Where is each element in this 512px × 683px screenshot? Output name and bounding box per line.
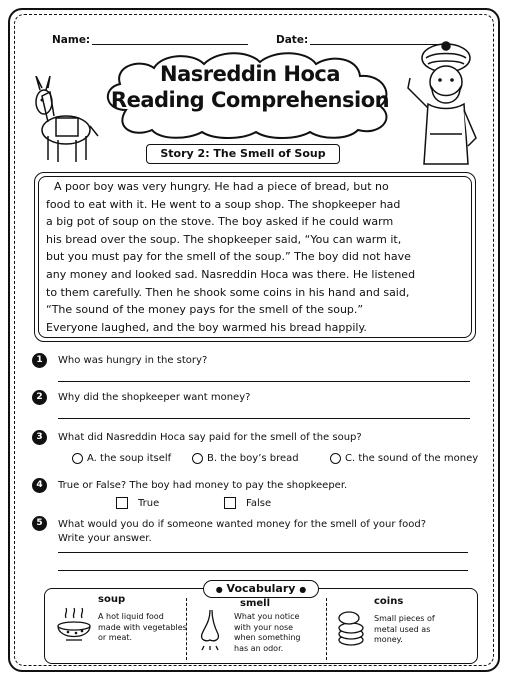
story-line: any money and looked sad. Nasreddin Hoca was there. He listened [46, 267, 416, 281]
vocab-word: smell [240, 598, 271, 609]
radio-circle-icon[interactable] [330, 453, 341, 464]
story-line: A poor boy was very hungry. He had a piece of bread, but no [54, 180, 389, 193]
question-number: 1 [32, 353, 47, 368]
option-c[interactable] [330, 453, 478, 464]
title-line-1: Nasreddin Hoca [160, 62, 340, 86]
vocab-definition-line: when something [234, 633, 301, 642]
answer-line[interactable] [58, 552, 468, 553]
answer-line[interactable] [58, 418, 470, 419]
donkey-icon [28, 76, 100, 164]
question-number: 4 [32, 478, 47, 493]
checkbox-icon[interactable] [116, 497, 128, 509]
vocab-definition [374, 614, 435, 646]
story-line: his bread over the soup. The shopkeeper said, “You can warm it, [46, 232, 402, 246]
story-line: to them carefully. Then he shook some coins in his hand and said, [46, 285, 410, 299]
question-text: Who was hungry in the story? [58, 355, 208, 366]
vocabulary-heading: ● Vocabulary ● [203, 580, 319, 598]
vocab-definition-line: What you notice [234, 612, 300, 621]
vocab-definition-line: metal used as [374, 624, 431, 634]
question-text: What would you do if someone wanted money for the smell of your food? [58, 519, 427, 530]
story-line: Everyone laughed, and the boy warmed his bread happily. [46, 320, 367, 334]
question-number: 2 [32, 390, 47, 405]
answer-line[interactable] [58, 570, 468, 571]
vocab-definition-line: Small pieces of [374, 614, 435, 623]
story-label-box [146, 144, 340, 164]
coins-icon [336, 610, 366, 648]
question-text: True or False? The boy had money to pay the shopkeeper. [58, 480, 348, 491]
option-label: False [246, 497, 272, 509]
vocab-definition-line: made with vegetables [98, 622, 187, 632]
question-text: Why did the shopkeeper want money? [58, 392, 251, 403]
date-label: Date: [276, 34, 309, 46]
nasreddin-hoca-icon [404, 38, 488, 166]
vocab-definition-line: A hot liquid food [98, 612, 164, 621]
name-field[interactable] [92, 44, 248, 45]
option-label: B. the boy’s bread [207, 453, 299, 464]
option-label: C. the sound of the money [345, 453, 479, 464]
option-label: A. the soup itself [87, 453, 172, 464]
nose-icon [196, 608, 226, 652]
question-subtext: Write your answer. [58, 533, 152, 544]
story-text [46, 178, 466, 336]
vocab-word: soup [98, 594, 126, 605]
story-label: Story 2: The Smell of Soup [160, 147, 326, 160]
answer-line[interactable] [58, 381, 470, 382]
story-line: “The sound of the money pays for the smell of the soup.” [46, 303, 364, 317]
story-line: but you must pay for the smell of the soup.” The boy did not have [46, 250, 411, 264]
vocab-definition [234, 612, 301, 654]
radio-circle-icon[interactable] [72, 453, 83, 464]
vocab-definition-line: or meat. [98, 633, 133, 642]
option-b[interactable] [192, 453, 299, 464]
option-a[interactable] [72, 453, 171, 464]
vocabulary-heading-text: Vocabulary [226, 582, 296, 595]
checkbox-icon[interactable] [224, 497, 236, 509]
question-text: What did Nasreddin Hoca say paid for the smell of the soup? [58, 432, 362, 443]
vocab-definition-line: with your nose [234, 622, 294, 632]
name-label: Name: [52, 34, 91, 46]
vocab-definition-line: money. [374, 635, 403, 644]
option-true[interactable] [116, 497, 159, 509]
vocab-definition-line: has an odor. [234, 643, 284, 653]
vocab-word: coins [374, 596, 404, 607]
soup-bowl-icon [56, 606, 92, 646]
story-line: a big pot of soup on the stove. The boy asked if he could warm [46, 215, 394, 229]
vocab-definition [98, 612, 187, 644]
option-label: True [138, 497, 160, 509]
vocab-divider [326, 598, 327, 660]
story-line: food to eat with it. He went to a soup shop. The shopkeeper had [46, 197, 401, 211]
question-number: 5 [32, 516, 47, 531]
option-false[interactable] [224, 497, 271, 509]
radio-circle-icon[interactable] [192, 453, 203, 464]
title-line-2: Reading Comprehension [110, 88, 390, 112]
question-number: 3 [32, 430, 47, 445]
